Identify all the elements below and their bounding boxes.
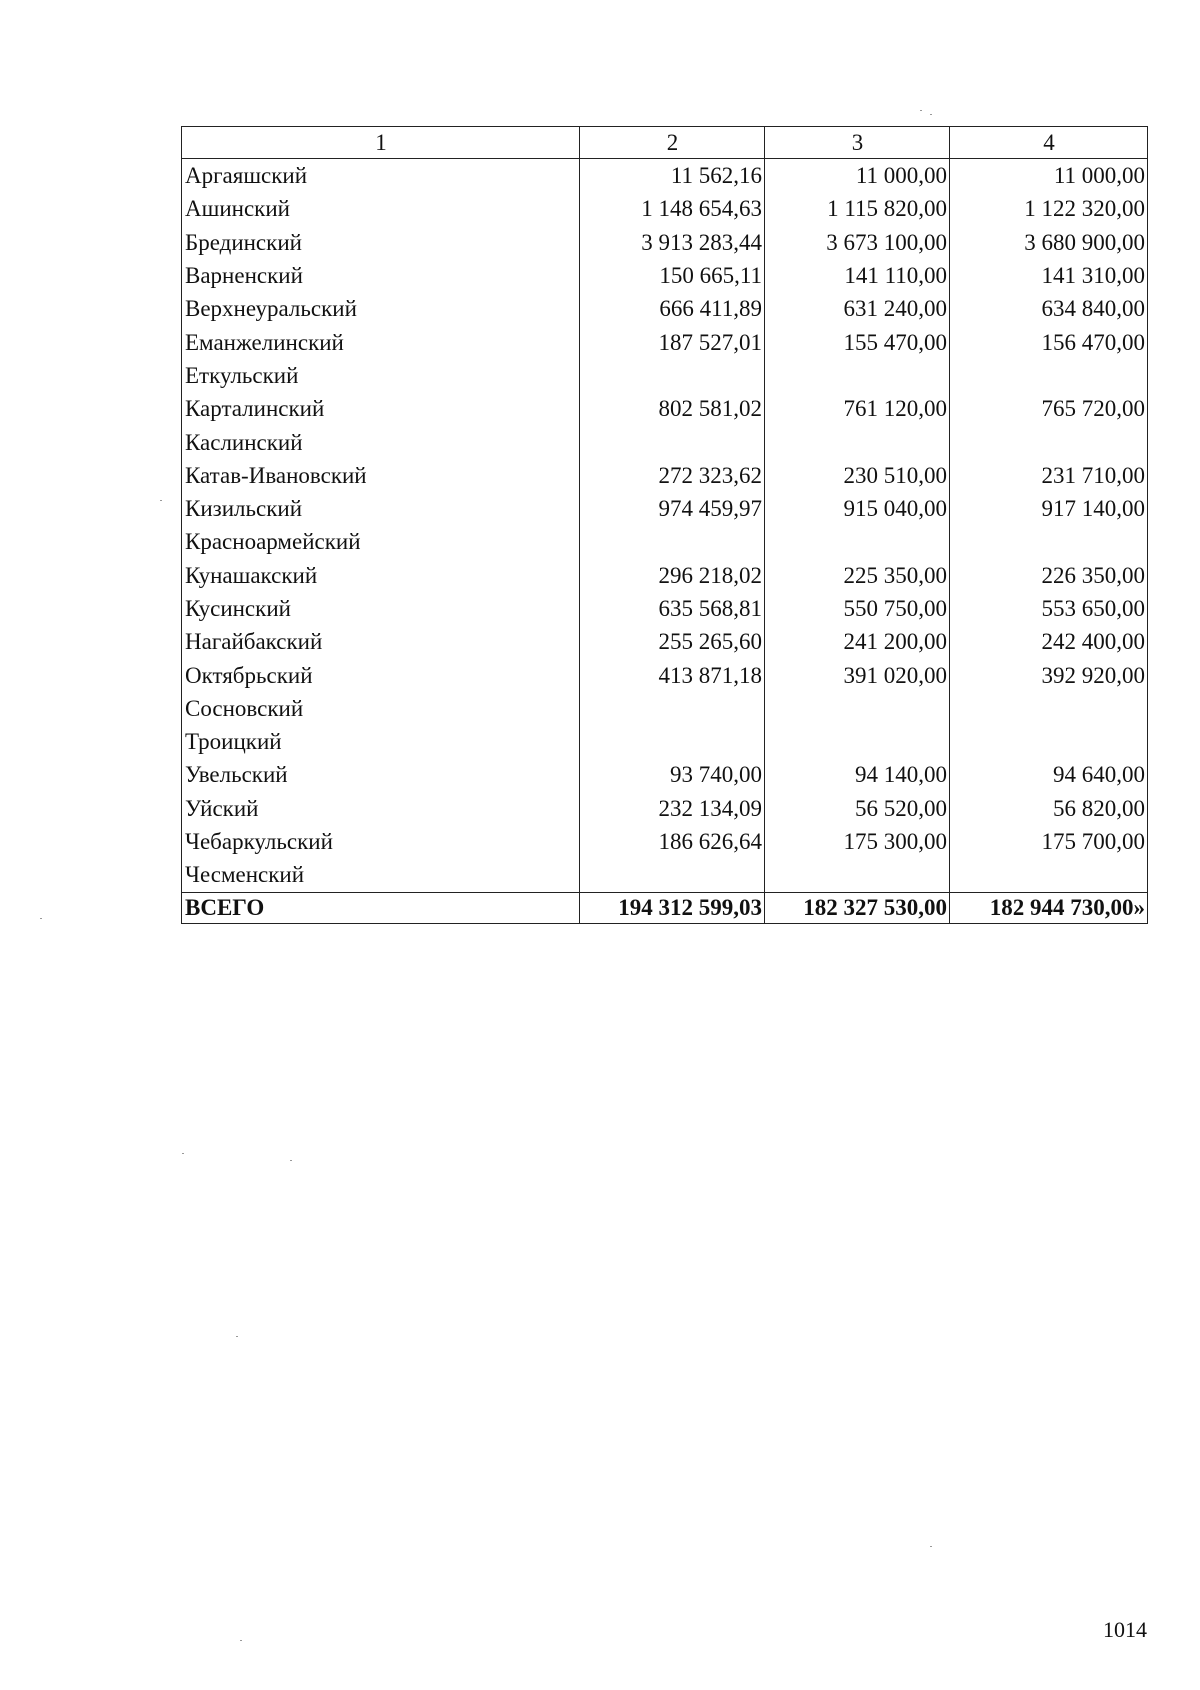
scan-speck (240, 1640, 242, 1641)
table-row (182, 459, 1148, 492)
table-header-row (182, 127, 1148, 159)
district-name: Троицкий (182, 725, 580, 758)
header-col-3: 3 (765, 127, 950, 159)
total-col-2: 194 312 599,03 (580, 892, 765, 923)
table-row (182, 792, 1148, 825)
page-number: 1014 (1103, 1617, 1147, 1642)
value-col-4: 56 820,00 (950, 792, 1148, 825)
table-row (182, 292, 1148, 325)
total-label: ВСЕГО (182, 892, 580, 923)
value-col-2: 666 411,89 (580, 292, 765, 325)
value-col-2: 255 265,60 (580, 625, 765, 658)
district-name: Уйский (182, 792, 580, 825)
table-row (182, 226, 1148, 259)
value-col-4: 141 310,00 (950, 259, 1148, 292)
value-col-2: 413 871,18 (580, 658, 765, 691)
value-col-3 (765, 725, 950, 758)
value-col-2: 186 626,64 (580, 825, 765, 858)
district-name: Кусинский (182, 592, 580, 625)
value-col-4: 231 710,00 (950, 459, 1148, 492)
value-col-4: 175 700,00 (950, 825, 1148, 858)
value-col-3: 56 520,00 (765, 792, 950, 825)
value-col-3: 175 300,00 (765, 825, 950, 858)
table-body (182, 159, 1148, 893)
value-col-2 (580, 858, 765, 892)
header-col-4: 4 (950, 127, 1148, 159)
value-col-4 (950, 858, 1148, 892)
value-col-4: 917 140,00 (950, 492, 1148, 525)
value-col-2 (580, 725, 765, 758)
value-col-4: 1 122 320,00 (950, 192, 1148, 225)
district-name: Аргаяшский (182, 159, 580, 193)
value-col-2: 187 527,01 (580, 325, 765, 358)
table-row (182, 625, 1148, 658)
table-row (182, 692, 1148, 725)
total-col-3: 182 327 530,00 (765, 892, 950, 923)
value-col-2: 3 913 283,44 (580, 226, 765, 259)
value-col-3: 550 750,00 (765, 592, 950, 625)
table-row (182, 492, 1148, 525)
value-col-4 (950, 425, 1148, 458)
district-name: Чебаркульский (182, 825, 580, 858)
value-col-4: 634 840,00 (950, 292, 1148, 325)
value-col-3 (765, 359, 950, 392)
value-col-4: 156 470,00 (950, 325, 1148, 358)
value-col-2: 1 148 654,63 (580, 192, 765, 225)
district-name: Октябрьский (182, 658, 580, 691)
value-col-2: 93 740,00 (580, 758, 765, 791)
scan-speck (236, 1336, 238, 1337)
value-col-3: 915 040,00 (765, 492, 950, 525)
value-col-4: 94 640,00 (950, 758, 1148, 791)
value-col-4: 3 680 900,00 (950, 226, 1148, 259)
value-col-3: 230 510,00 (765, 459, 950, 492)
value-col-3 (765, 692, 950, 725)
scan-speck (160, 500, 162, 501)
scan-speck (290, 1160, 292, 1161)
scan-speck (920, 110, 922, 111)
value-col-2: 296 218,02 (580, 559, 765, 592)
scan-speck (930, 1546, 932, 1547)
district-name: Увельский (182, 758, 580, 791)
value-col-3 (765, 858, 950, 892)
value-col-4 (950, 725, 1148, 758)
budget-table (181, 126, 1148, 924)
value-col-2: 150 665,11 (580, 259, 765, 292)
table-row (182, 359, 1148, 392)
value-col-4: 226 350,00 (950, 559, 1148, 592)
table-row (182, 392, 1148, 425)
value-col-4 (950, 692, 1148, 725)
district-name: Кизильский (182, 492, 580, 525)
table-row (182, 858, 1148, 892)
value-col-4: 553 650,00 (950, 592, 1148, 625)
district-name: Красноармейский (182, 525, 580, 558)
table-row (182, 592, 1148, 625)
value-col-4: 242 400,00 (950, 625, 1148, 658)
value-col-3: 94 140,00 (765, 758, 950, 791)
district-name: Сосновский (182, 692, 580, 725)
scan-speck (930, 114, 932, 115)
table-row (182, 159, 1148, 193)
value-col-4 (950, 525, 1148, 558)
value-col-3: 1 115 820,00 (765, 192, 950, 225)
value-col-2: 232 134,09 (580, 792, 765, 825)
district-name: Каслинский (182, 425, 580, 458)
value-col-2 (580, 425, 765, 458)
value-col-2: 11 562,16 (580, 159, 765, 193)
value-col-3 (765, 425, 950, 458)
table-row (182, 559, 1148, 592)
total-col-4: 182 944 730,00» (950, 892, 1148, 923)
district-name: Кунашакский (182, 559, 580, 592)
scan-speck (40, 918, 42, 919)
value-col-3: 141 110,00 (765, 259, 950, 292)
header-col-1: 1 (182, 127, 580, 159)
district-name: Катав-Ивановский (182, 459, 580, 492)
table-row (182, 525, 1148, 558)
value-col-2: 272 323,62 (580, 459, 765, 492)
value-col-2: 635 568,81 (580, 592, 765, 625)
value-col-2 (580, 692, 765, 725)
header-col-2: 2 (580, 127, 765, 159)
value-col-2 (580, 359, 765, 392)
district-name: Верхнеуральский (182, 292, 580, 325)
district-name: Брединский (182, 226, 580, 259)
table-row (182, 325, 1148, 358)
district-name: Ашинский (182, 192, 580, 225)
value-col-4 (950, 359, 1148, 392)
value-col-3: 155 470,00 (765, 325, 950, 358)
table-row (182, 758, 1148, 791)
value-col-3 (765, 525, 950, 558)
scan-speck (182, 1153, 184, 1154)
value-col-2: 974 459,97 (580, 492, 765, 525)
value-col-3: 391 020,00 (765, 658, 950, 691)
table-row (182, 192, 1148, 225)
table-row (182, 425, 1148, 458)
district-name: Еманжелинский (182, 325, 580, 358)
district-name: Еткульский (182, 359, 580, 392)
district-name: Карталинский (182, 392, 580, 425)
value-col-4: 11 000,00 (950, 159, 1148, 193)
table-row (182, 259, 1148, 292)
total-row (182, 892, 1148, 923)
district-name: Чесменский (182, 858, 580, 892)
district-name: Варненский (182, 259, 580, 292)
table-row (182, 825, 1148, 858)
value-col-3: 241 200,00 (765, 625, 950, 658)
value-col-4: 765 720,00 (950, 392, 1148, 425)
value-col-2 (580, 525, 765, 558)
value-col-3: 225 350,00 (765, 559, 950, 592)
value-col-4: 392 920,00 (950, 658, 1148, 691)
value-col-3: 11 000,00 (765, 159, 950, 193)
value-col-3: 631 240,00 (765, 292, 950, 325)
value-col-3: 761 120,00 (765, 392, 950, 425)
value-col-3: 3 673 100,00 (765, 226, 950, 259)
table-row (182, 725, 1148, 758)
table-row (182, 658, 1148, 691)
value-col-2: 802 581,02 (580, 392, 765, 425)
district-name: Нагайбакский (182, 625, 580, 658)
